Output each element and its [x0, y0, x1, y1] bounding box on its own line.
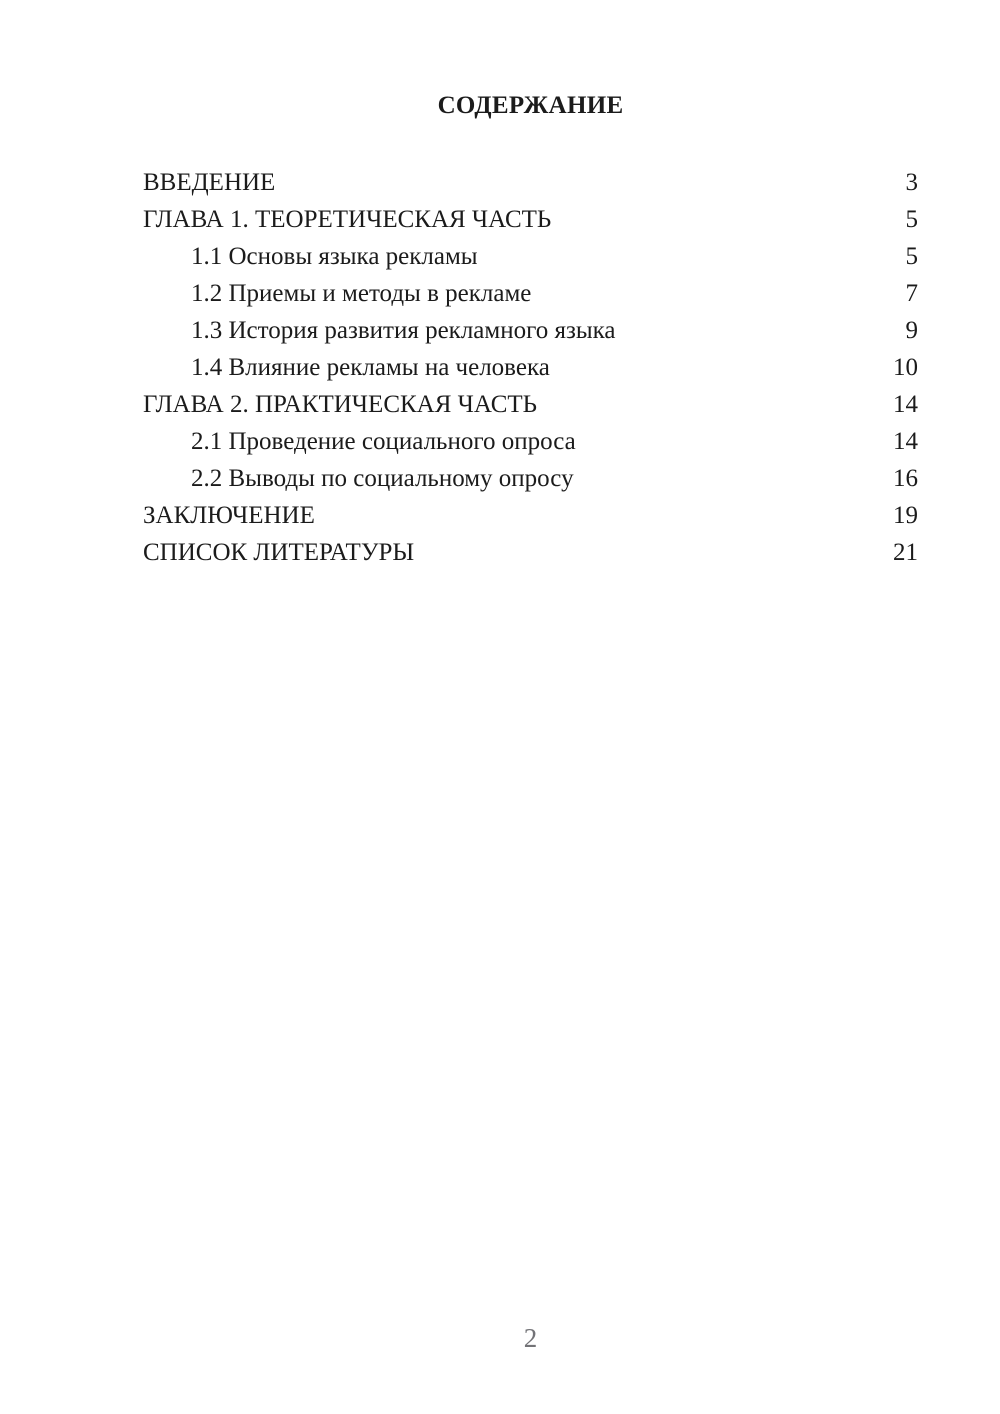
toc-entry-page-number: 16 — [893, 465, 918, 492]
toc-entry-label: СПИСОК ЛИТЕРАТУРЫ — [143, 539, 415, 566]
toc-entry — [143, 423, 918, 460]
toc-entry-page-number: 14 — [893, 391, 918, 418]
toc-entry-label: 1.1 Основы языка рекламы — [191, 243, 478, 270]
toc-entry — [143, 386, 918, 423]
toc-entry-page-number: 21 — [893, 539, 918, 566]
toc-entry — [143, 312, 918, 349]
toc-entry-label: ЗАКЛЮЧЕНИЕ — [143, 502, 315, 529]
table-of-contents — [143, 164, 918, 571]
toc-entry-page-number: 10 — [893, 354, 918, 381]
toc-entry-label: ВВЕДЕНИЕ — [143, 169, 276, 196]
toc-entry — [143, 460, 918, 497]
toc-entry — [143, 534, 918, 571]
page-number: 2 — [523, 1323, 538, 1353]
toc-entry-label: 2.2 Выводы по социальному опросу — [191, 465, 574, 492]
toc-entry — [143, 275, 918, 312]
toc-entry-page-number: 5 — [905, 206, 918, 233]
toc-entry-label: ГЛАВА 2. ПРАКТИЧЕСКАЯ ЧАСТЬ — [143, 391, 538, 418]
toc-entry-label: ГЛАВА 1. ТЕОРЕТИЧЕСКАЯ ЧАСТЬ — [143, 206, 552, 233]
toc-entry — [143, 349, 918, 386]
toc-entry-page-number: 14 — [893, 428, 918, 455]
toc-entry-page-number: 5 — [905, 243, 918, 270]
toc-entry-label: 1.2 Приемы и методы в рекламе — [191, 280, 532, 307]
toc-entry — [143, 201, 918, 238]
toc-entry — [143, 238, 918, 275]
toc-entry-label: 1.4 Влияние рекламы на человека — [191, 354, 550, 381]
toc-entry-page-number: 3 — [905, 169, 918, 196]
toc-title: СОДЕРЖАНИЕ — [437, 92, 624, 119]
toc-entry-page-number: 9 — [905, 317, 918, 344]
toc-entry-page-number: 19 — [893, 502, 918, 529]
toc-entry-label: 2.1 Проведение социального опроса — [191, 428, 576, 455]
toc-entry — [143, 164, 918, 201]
toc-entry-label: 1.3 История развития рекламного языка — [191, 317, 616, 344]
toc-entry-page-number: 7 — [905, 280, 918, 307]
toc-entry — [143, 497, 918, 534]
